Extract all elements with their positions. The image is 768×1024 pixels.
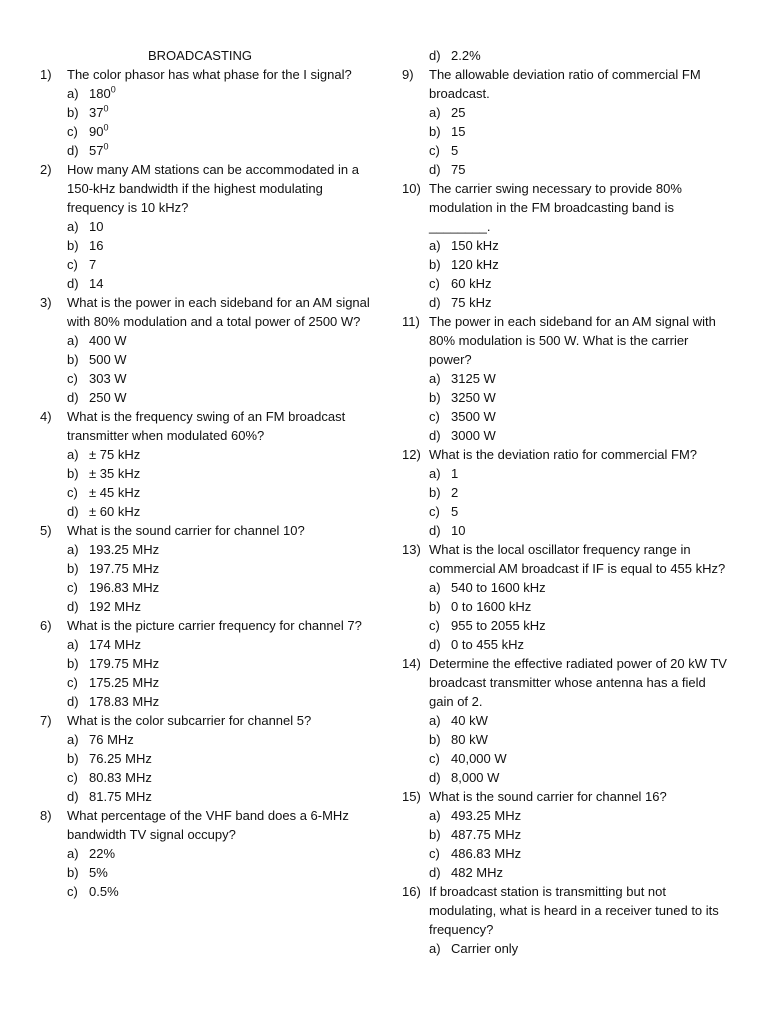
question-body: What is the sound carrier for channel 16? (429, 789, 667, 804)
option-text: 178.83 MHz (89, 694, 160, 709)
question-body: How many AM stations can be accommodated in a 150-kHz bandwidth if the highest modulating frequency is 10 kHz? (67, 162, 359, 215)
question-number: 9) (402, 67, 414, 82)
option-text: 303 W (89, 371, 127, 386)
answer-option (40, 217, 370, 236)
option-text: 22% (89, 846, 116, 861)
option-letter: d) (67, 694, 79, 709)
question-item (402, 312, 732, 445)
answer-option (402, 844, 732, 863)
option-letter: a) (429, 941, 441, 956)
option-letter: d) (67, 143, 79, 158)
option-letter: b) (67, 466, 79, 481)
option-letter: a) (67, 333, 79, 348)
question-text (402, 312, 732, 369)
question-number: 12) (402, 447, 421, 462)
question-item (40, 65, 370, 160)
option-letter: b) (67, 865, 79, 880)
answer-option (402, 464, 732, 483)
option-letter: b) (429, 732, 441, 747)
option-text: 2.2% (451, 48, 481, 63)
answer-option (40, 464, 370, 483)
option-text: 37 (89, 105, 104, 120)
answer-option (40, 84, 370, 103)
question-item (402, 882, 732, 958)
option-letter: c) (67, 884, 78, 899)
option-text: 80 kW (451, 732, 488, 747)
option-letter: d) (67, 504, 79, 519)
answer-option (402, 578, 732, 597)
option-letter: b) (429, 485, 441, 500)
answer-option (40, 502, 370, 521)
option-text: 5 (451, 504, 459, 519)
answer-option (402, 863, 732, 882)
option-text: 57 (89, 143, 104, 158)
answer-option (40, 673, 370, 692)
option-text: ± 45 kHz (89, 485, 141, 500)
question-text (40, 806, 370, 844)
left-question-list (40, 65, 370, 901)
option-text: 192 MHz (89, 599, 142, 614)
option-letter: d) (429, 637, 441, 652)
question-text (402, 882, 732, 939)
option-text: 25 (451, 105, 466, 120)
question-item (402, 654, 732, 787)
option-text: 1 (451, 466, 459, 481)
degree-superscript: 0 (103, 103, 109, 114)
option-letter: b) (67, 751, 79, 766)
option-text: 955 to 2055 kHz (451, 618, 546, 633)
option-text: 80.83 MHz (89, 770, 152, 785)
answer-option (402, 160, 732, 179)
option-text: 193.25 MHz (89, 542, 160, 557)
option-list (402, 806, 732, 882)
answer-option (402, 749, 732, 768)
option-letter: d) (429, 865, 441, 880)
option-text: 81.75 MHz (89, 789, 152, 804)
option-letter: c) (429, 276, 440, 291)
answer-option (402, 369, 732, 388)
option-list (402, 103, 732, 179)
option-text: 14 (89, 276, 104, 291)
question-item (40, 806, 370, 901)
option-text: 179.75 MHz (89, 656, 160, 671)
option-text: 486.83 MHz (451, 846, 522, 861)
option-list (402, 464, 732, 540)
question-item (402, 65, 732, 179)
answer-option (402, 141, 732, 160)
question-text (40, 293, 370, 331)
question-number: 13) (402, 542, 421, 557)
question-body: What is the picture carrier frequency for channel 7? (67, 618, 362, 633)
option-letter: a) (429, 713, 441, 728)
question-body: What is the power in each sideband for an AM signal with 80% modulation and a total power of 2500 W? (67, 295, 370, 329)
question-item (402, 787, 732, 882)
answer-option (40, 730, 370, 749)
answer-option (40, 331, 370, 350)
option-text: 0 to 455 kHz (451, 637, 524, 652)
option-list (402, 369, 732, 445)
answer-option (402, 730, 732, 749)
option-text: 120 kHz (451, 257, 499, 272)
option-letter: d) (429, 48, 441, 63)
option-text: Carrier only (451, 941, 519, 956)
option-text: 3500 W (451, 409, 496, 424)
option-text: 75 kHz (451, 295, 492, 310)
answer-option (402, 255, 732, 274)
answer-option (402, 502, 732, 521)
option-letter: c) (67, 257, 78, 272)
option-letter: a) (429, 371, 441, 386)
option-text: 400 W (89, 333, 127, 348)
option-letter: a) (67, 86, 79, 101)
answer-option (402, 635, 732, 654)
answer-option (40, 692, 370, 711)
option-letter: b) (67, 105, 79, 120)
answer-option (40, 863, 370, 882)
answer-option (40, 350, 370, 369)
question-body: What is the frequency swing of an FM broadcast transmitter when modulated 60%? (67, 409, 346, 443)
option-text: 16 (89, 238, 104, 253)
option-letter: a) (429, 580, 441, 595)
option-letter: d) (429, 523, 441, 538)
question-body: The allowable deviation ratio of commercial FM broadcast. (429, 67, 701, 101)
answer-option (40, 369, 370, 388)
answer-option (402, 236, 732, 255)
question-number: 14) (402, 656, 421, 671)
question-text (402, 445, 732, 464)
option-text: 40,000 W (451, 751, 507, 766)
answer-option (402, 122, 732, 141)
question-text (402, 787, 732, 806)
answer-option (40, 882, 370, 901)
question-body: If broadcast station is transmitting but not modulating, what is heard in a receiver tuned to its frequency? (429, 884, 719, 937)
answer-option (402, 521, 732, 540)
option-text: 7 (89, 257, 97, 272)
question-item (40, 293, 370, 407)
option-list (402, 711, 732, 787)
answer-option (40, 274, 370, 293)
option-letter: a) (67, 637, 79, 652)
option-list (40, 540, 370, 616)
answer-option (402, 407, 732, 426)
question-item (402, 445, 732, 540)
option-letter: c) (429, 143, 440, 158)
page-title: BROADCASTING (147, 48, 252, 63)
question-number: 10) (402, 181, 421, 196)
option-text: 10 (89, 219, 104, 234)
question-body: Determine the effective radiated power of 20 kW TV broadcast transmitter whose antenna has a field gain of 2. (429, 656, 727, 709)
answer-option (40, 749, 370, 768)
answer-option (40, 654, 370, 673)
option-list (40, 331, 370, 407)
question-body: The carrier swing necessary to provide 80% modulation in the FM broadcasting band is ________. (429, 181, 682, 234)
answer-option (402, 616, 732, 635)
question-body: The color phasor has what phase for the I signal? (67, 67, 352, 82)
option-letter: a) (67, 219, 79, 234)
question-number: 15) (402, 789, 421, 804)
question-text (402, 540, 732, 578)
degree-superscript: 0 (110, 84, 116, 95)
degree-superscript: 0 (103, 122, 109, 133)
option-letter: c) (67, 485, 78, 500)
option-letter: d) (429, 428, 441, 443)
question-text (40, 407, 370, 445)
option-text: 5% (89, 865, 108, 880)
question-body: What is the deviation ratio for commercial FM? (429, 447, 698, 462)
question-text (40, 521, 370, 540)
option-text: 487.75 MHz (451, 827, 522, 842)
question-body: The power in each sideband for an AM signal with 80% modulation is 500 W. What is the carrier power? (429, 314, 716, 367)
option-letter: a) (429, 808, 441, 823)
option-text: 60 kHz (451, 276, 492, 291)
answer-option (40, 787, 370, 806)
option-list (40, 217, 370, 293)
question-item (402, 540, 732, 654)
answer-option (402, 768, 732, 787)
question-item (40, 521, 370, 616)
option-letter: c) (429, 846, 440, 861)
answer-option (402, 426, 732, 445)
answer-option (40, 445, 370, 464)
option-text: ± 60 kHz (89, 504, 141, 519)
option-text: ± 75 kHz (89, 447, 141, 462)
option-text: 150 kHz (451, 238, 499, 253)
answer-option (40, 388, 370, 407)
option-letter: d) (67, 276, 79, 291)
answer-option (40, 540, 370, 559)
answer-option (402, 274, 732, 293)
question-body: What is the color subcarrier for channel 5? (67, 713, 312, 728)
answer-option (40, 236, 370, 255)
answer-option (40, 103, 370, 122)
option-letter: c) (67, 124, 78, 139)
continued-options (402, 46, 732, 65)
option-letter: c) (67, 675, 78, 690)
question-text (40, 711, 370, 730)
option-text: 5 (451, 143, 459, 158)
option-letter: b) (67, 561, 79, 576)
option-text: 174 MHz (89, 637, 142, 652)
question-text (40, 616, 370, 635)
option-text: 175.25 MHz (89, 675, 160, 690)
option-list (402, 236, 732, 312)
degree-superscript: 0 (103, 141, 109, 152)
question-item (40, 711, 370, 806)
option-continued (429, 46, 732, 65)
option-letter: b) (429, 827, 441, 842)
question-number: 5) (40, 523, 52, 538)
option-letter: d) (429, 162, 441, 177)
answer-option (402, 388, 732, 407)
option-text: 0 to 1600 kHz (451, 599, 532, 614)
option-letter: d) (429, 770, 441, 785)
answer-option (40, 635, 370, 654)
option-list (40, 730, 370, 806)
option-letter: c) (67, 770, 78, 785)
option-text: 500 W (89, 352, 127, 367)
right-question-list (402, 65, 732, 958)
question-number: 16) (402, 884, 421, 899)
question-body: What is the sound carrier for channel 10? (67, 523, 305, 538)
option-list (402, 578, 732, 654)
question-number: 1) (40, 67, 52, 82)
question-text (402, 179, 732, 236)
option-text: 196.83 MHz (89, 580, 160, 595)
option-letter: a) (67, 846, 79, 861)
option-letter: d) (67, 390, 79, 405)
option-text: 75 (451, 162, 466, 177)
option-list (40, 635, 370, 711)
question-item (40, 160, 370, 293)
question-body: What is the local oscillator frequency range in commercial AM broadcast if IF is equal to 455 kHz? (429, 542, 726, 576)
option-text: 493.25 MHz (451, 808, 522, 823)
option-letter: c) (429, 618, 440, 633)
option-letter: d) (67, 789, 79, 804)
option-letter: b) (67, 352, 79, 367)
option-list (40, 445, 370, 521)
answer-option (40, 141, 370, 160)
option-letter: d) (67, 599, 79, 614)
question-number: 8) (40, 808, 52, 823)
option-letter: b) (429, 257, 441, 272)
option-letter: b) (67, 656, 79, 671)
option-text: 76.25 MHz (89, 751, 152, 766)
question-text (402, 654, 732, 711)
question-number: 2) (40, 162, 52, 177)
option-text: 250 W (89, 390, 127, 405)
question-text (402, 65, 732, 103)
answer-option (402, 103, 732, 122)
question-item (40, 616, 370, 711)
question-number: 3) (40, 295, 52, 310)
right-column (402, 46, 732, 958)
option-text: 40 kW (451, 713, 488, 728)
option-text: 76 MHz (89, 732, 134, 747)
answer-option (402, 293, 732, 312)
question-item (40, 407, 370, 521)
answer-option (40, 768, 370, 787)
option-text: 8,000 W (451, 770, 500, 785)
option-list (40, 84, 370, 160)
option-letter: c) (67, 371, 78, 386)
answer-option (40, 483, 370, 502)
answer-option (40, 559, 370, 578)
option-letter: b) (429, 124, 441, 139)
option-list (402, 939, 732, 958)
option-letter: b) (429, 390, 441, 405)
option-text: 90 (89, 124, 104, 139)
option-letter: a) (67, 447, 79, 462)
option-text: 2 (451, 485, 459, 500)
option-letter: a) (429, 105, 441, 120)
option-text: 197.75 MHz (89, 561, 160, 576)
option-letter: c) (429, 751, 440, 766)
question-number: 6) (40, 618, 52, 633)
option-text: 0.5% (89, 884, 119, 899)
option-text: 482 MHz (451, 865, 504, 880)
answer-option (40, 255, 370, 274)
answer-option (40, 844, 370, 863)
option-letter: c) (429, 409, 440, 424)
option-text: 15 (451, 124, 466, 139)
option-letter: b) (429, 599, 441, 614)
option-letter: a) (429, 466, 441, 481)
option-text: 3250 W (451, 390, 496, 405)
question-number: 7) (40, 713, 52, 728)
answer-option (402, 597, 732, 616)
question-number: 11) (402, 314, 420, 329)
answer-option (40, 578, 370, 597)
option-text: ± 35 kHz (89, 466, 141, 481)
option-letter: a) (67, 542, 79, 557)
answer-option (402, 825, 732, 844)
option-letter: a) (67, 732, 79, 747)
option-letter: a) (429, 238, 441, 253)
option-letter: d) (429, 295, 441, 310)
answer-option (402, 711, 732, 730)
option-letter: c) (67, 580, 78, 595)
option-text: 180 (89, 86, 111, 101)
question-text (40, 65, 370, 84)
left-column (40, 46, 370, 901)
answer-option (40, 122, 370, 141)
option-letter: b) (67, 238, 79, 253)
option-text: 10 (451, 523, 466, 538)
question-text (40, 160, 370, 217)
option-text: 540 to 1600 kHz (451, 580, 546, 595)
answer-option (40, 597, 370, 616)
question-number: 4) (40, 409, 52, 424)
question-item (402, 179, 732, 312)
option-letter: c) (429, 504, 440, 519)
option-list (40, 844, 370, 901)
option-text: 3125 W (451, 371, 496, 386)
option-text: 3000 W (451, 428, 496, 443)
question-body: What percentage of the VHF band does a 6-MHz bandwidth TV signal occupy? (67, 808, 349, 842)
answer-option (402, 806, 732, 825)
answer-option (402, 939, 732, 958)
answer-option (402, 483, 732, 502)
